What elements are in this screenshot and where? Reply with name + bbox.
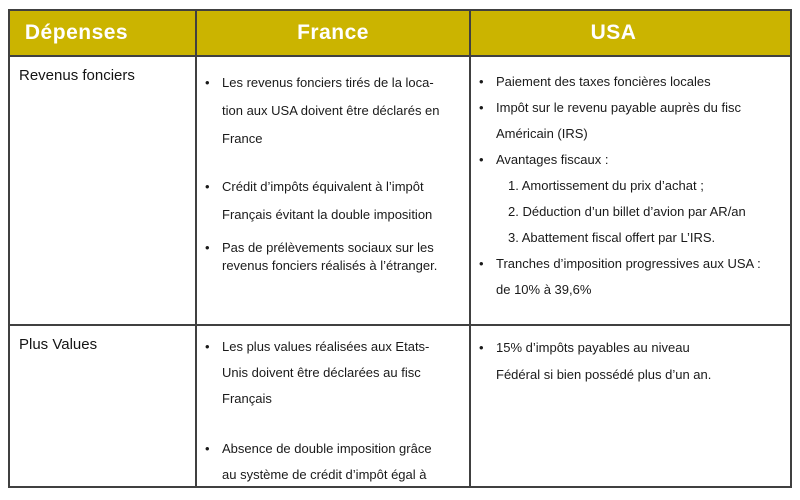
bullet-line: Américain (IRS) [496,126,588,141]
bullet-icon: • [479,100,484,115]
bullet-item [479,147,786,173]
header-cell-depenses: Dépenses [10,11,197,57]
bullet-line: Fédéral si bien possédé plus d’un an. [496,367,712,382]
bullet-line: Paiement des taxes foncières locales [496,74,711,89]
bullet-item [205,239,463,275]
bullet-item [479,95,786,147]
bullet-line: Les revenus fonciers tirés de la loca- [222,75,434,90]
bullet-line: Tranches d’imposition progressives aux USA : [496,256,761,271]
numbered-list [508,173,786,251]
bullet-item [479,334,786,388]
header-cell-usa: USA [471,11,790,57]
bullet-line: revenus fonciers réalisés à l’étranger. [222,258,438,273]
bullet-item [205,69,463,153]
bullet-line: Français [222,391,272,406]
bullet-line: France [222,131,263,146]
numbered-item: 1. Amortissement du prix d’achat ; [508,178,704,193]
bullet-item [205,334,463,412]
bullet-line: tion aux USA doivent être déclarés en [222,103,440,118]
cell-france-revenus-fonciers [197,57,471,326]
bullet-icon: • [205,441,210,456]
bullet-line: Unis doivent être déclarées au fisc [222,365,421,380]
bullet-line: 15% d’impôts payables au niveau [496,340,690,355]
cell-usa-revenus-fonciers [471,57,790,326]
bullet-icon: • [205,179,210,194]
bullet-line: Pas de prélèvements sociaux sur les [222,240,434,255]
bullet-icon: • [479,74,484,89]
comparison-table [8,9,792,488]
bullet-icon: • [205,75,210,90]
bullet-line: de 10% à 39,6% [496,282,592,297]
bullet-line: Impôt sur le revenu payable auprès du fisc [496,100,741,115]
bullet-icon: • [479,340,484,355]
bullet-line: Avantages fiscaux : [496,152,609,167]
bullet-line: Les plus values réalisées aux Etats- [222,339,430,354]
bullet-icon: • [205,339,210,354]
bullet-item [205,436,463,486]
cell-usa-plus-values [471,326,790,486]
bullet-item [479,69,786,95]
bullet-line: au système de crédit d’impôt égal à [222,467,427,482]
bullet-icon: • [205,240,210,255]
numbered-item: 3. Abattement fiscal offert par L’IRS. [508,230,716,245]
bullet-line: Absence de double imposition grâce [222,441,432,456]
row-label-revenus-fonciers: Revenus fonciers [10,57,197,326]
row-label-plus-values: Plus Values [10,326,197,486]
bullet-icon: • [479,152,484,167]
header-cell-france: France [197,11,471,57]
bullet-line: Crédit d’impôts équivalent à l’impôt [222,179,424,194]
numbered-item: 2. Déduction d’un billet d’avion par AR/an [508,204,746,219]
cell-france-plus-values [197,326,471,486]
bullet-item [479,251,786,303]
bullet-icon: • [479,256,484,271]
bullet-item [205,173,463,229]
bullet-line: Français évitant la double imposition [222,207,433,222]
